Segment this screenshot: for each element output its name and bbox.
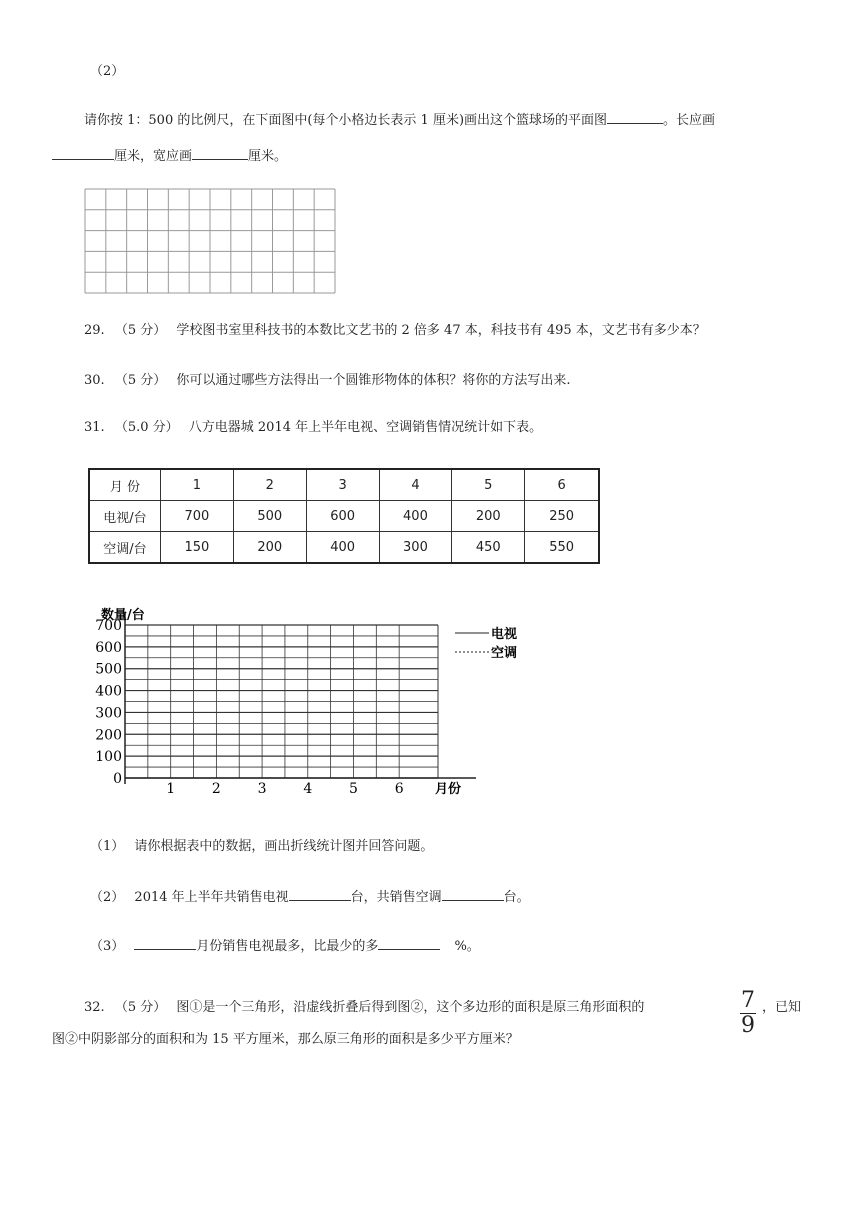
chart-x-tick-label: 6 <box>394 781 404 797</box>
table-cell: 700 <box>161 501 234 532</box>
q32-line1 <box>84 999 644 1017</box>
table-row <box>89 532 599 564</box>
q28-line2 <box>52 145 287 166</box>
chart-x-tick-label: 5 <box>349 781 358 797</box>
chart-x-tick-label: 2 <box>211 781 221 797</box>
sub3-text-a: 月份销售电视最多，比最少的多 <box>196 939 379 954</box>
q32-number: 32. <box>84 1000 105 1015</box>
sub3-label: （3） <box>90 939 125 954</box>
table-cell: 3 <box>306 469 379 501</box>
q29 <box>84 322 706 340</box>
chart-legend <box>455 626 517 661</box>
chart-y-tick-label: 100 <box>95 749 122 766</box>
blank-percent[interactable] <box>378 935 440 950</box>
table-cell: 400 <box>379 501 452 532</box>
chart-ylabel: 数量/台 <box>101 608 145 623</box>
table-cell: 500 <box>233 501 306 532</box>
table-cell: 250 <box>525 501 599 532</box>
q30-number: 30. <box>84 373 105 388</box>
table-cell: 5 <box>452 469 525 501</box>
q29-text: 学校图书室里科技书的本数比文艺书的 2 倍多 47 本，科技书有 495 本，文艺书有多少本？ <box>176 323 706 338</box>
sub2-text-c: 台。 <box>503 890 530 905</box>
q31-sub2 <box>90 886 530 907</box>
fraction <box>740 990 756 1037</box>
q28-blank-drawing[interactable] <box>607 109 663 124</box>
table-cell: 4 <box>379 469 452 501</box>
table-cell: 空调/台 <box>89 532 161 564</box>
q31-text: 八方电器城 2014 年上半年电视、空调销售情况统计如下表。 <box>188 420 543 435</box>
q28-line1 <box>84 109 715 130</box>
q29-number: 29. <box>84 323 105 338</box>
q30 <box>84 372 571 390</box>
legend-label-tv: 电视 <box>491 627 518 642</box>
fraction-numerator: 7 <box>741 988 755 1013</box>
chart-x-tick-label: 1 <box>166 781 176 797</box>
table-cell: 550 <box>525 532 599 564</box>
chart-x-tick-label: 4 <box>303 781 313 797</box>
fraction-denominator: 9 <box>741 1013 755 1038</box>
chart-x-tick-label: 3 <box>257 781 267 797</box>
chart-y-tick-label: 200 <box>95 727 122 744</box>
blank-tv-total[interactable] <box>289 886 351 901</box>
q31-score: （5.0 分） <box>114 420 179 435</box>
blank-max-month[interactable] <box>134 935 196 950</box>
chart-y-tick-label: 600 <box>95 639 122 656</box>
sub2-text-b: 台，共销售空调 <box>350 890 442 905</box>
sub2-text-a: 2014 年上半年共销售电视 <box>134 890 289 905</box>
table-cell: 200 <box>233 532 306 564</box>
blank-ac-total[interactable] <box>442 886 504 901</box>
q28-text-b: 。长应画 <box>663 113 716 128</box>
table-cell: 400 <box>306 532 379 564</box>
sales-table <box>88 468 600 564</box>
table-cell: 月 份 <box>89 469 161 501</box>
q28-blank-width[interactable] <box>192 145 248 160</box>
table-cell: 电视/台 <box>89 501 161 532</box>
part-label: （2） <box>90 64 125 79</box>
sub1-text: 请你根据表中的数据，画出折线统计图并回答问题。 <box>134 839 434 854</box>
q32-text-b: ，已知 <box>762 1000 802 1015</box>
table-cell: 600 <box>306 501 379 532</box>
sub1-label: （1） <box>90 839 125 854</box>
sub2-label: （2） <box>90 890 125 905</box>
q32-score: （5 分） <box>114 1000 167 1015</box>
q28-text-d: 厘米。 <box>248 149 288 164</box>
q28-blank-length[interactable] <box>52 145 114 160</box>
sub3-text-b: %。 <box>454 939 480 954</box>
table-cell: 450 <box>452 532 525 564</box>
q28-text-c: 厘米，宽应画 <box>114 149 193 164</box>
q32-line2: 图②中阴影部分的面积和为 15 平方厘米，那么原三角形的面积是多少平方厘米？ <box>52 1032 519 1047</box>
table-cell: 1 <box>161 469 234 501</box>
chart-y-tick-label: 700 <box>95 618 122 634</box>
q31-sub1 <box>90 838 433 856</box>
chart-y-tick-label: 300 <box>95 705 122 722</box>
q28-text-a: 请你按 1：500 的比例尺，在下面图中(每个小格边长表示 1 厘米)画出这个篮球场的平面图 <box>84 113 608 128</box>
legend-label-ac: 空调 <box>491 646 518 661</box>
table-header-row <box>89 469 599 501</box>
chart-y-tick-label: 500 <box>95 661 122 678</box>
table-row <box>89 501 599 532</box>
table-cell: 200 <box>452 501 525 532</box>
q30-score: （5 分） <box>114 373 167 388</box>
q31-sub3 <box>90 935 480 956</box>
chart-y-tick-label: 0 <box>113 771 122 787</box>
drawing-grid[interactable] <box>84 188 336 294</box>
table-cell: 2 <box>233 469 306 501</box>
table-cell: 300 <box>379 532 452 564</box>
chart-y-tick-label: 400 <box>95 683 122 700</box>
table-cell: 150 <box>161 532 234 564</box>
q31 <box>84 419 542 437</box>
q32-text-a: 图①是一个三角形，沿虚线折叠后得到图②，这个多边形的面积是原三角形面积的 <box>176 1000 645 1015</box>
q30-text: 你可以通过哪些方法得出一个圆锥形物体的体积？将你的方法写出来. <box>176 373 571 388</box>
sales-line-chart[interactable] <box>85 600 535 805</box>
q31-number: 31. <box>84 420 105 435</box>
q29-score: （5 分） <box>114 323 167 338</box>
table-cell: 6 <box>525 469 599 501</box>
chart-xlabel: 月份 <box>435 782 462 797</box>
